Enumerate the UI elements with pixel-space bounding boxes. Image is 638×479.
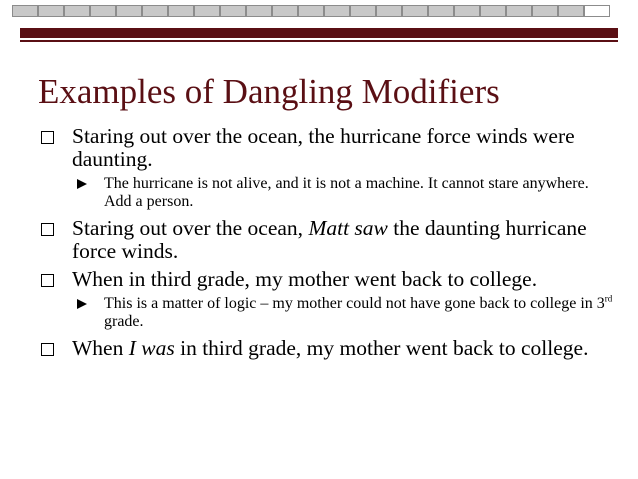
bullet-text: The hurricane is not alive, and it is not a machine. It cannot stare anywhere. Add a person.	[104, 175, 589, 210]
bullet-text-emphasis: Matt saw	[308, 216, 388, 240]
square-bullet-icon	[41, 223, 54, 236]
square-icon	[220, 5, 246, 17]
square-icon	[64, 5, 90, 17]
square-icon	[12, 5, 38, 17]
bullet-text: When in third grade, my mother went back to college.	[72, 267, 538, 291]
bullet-item	[38, 337, 613, 360]
header-rule-thin	[20, 40, 618, 42]
header-decoration	[0, 0, 638, 21]
square-icon	[90, 5, 116, 17]
square-icon	[454, 5, 480, 17]
bullet-text-post: in third grade, my mother went back to college.	[174, 336, 589, 360]
square-icon	[402, 5, 428, 17]
bullet-text-pre: When	[72, 336, 129, 360]
square-icon	[584, 5, 610, 17]
square-icon	[428, 5, 454, 17]
square-icon	[168, 5, 194, 17]
square-icon	[532, 5, 558, 17]
bullet-text: Staring out over the ocean, the hurricane force winds were daunting.	[72, 124, 575, 171]
square-icon	[376, 5, 402, 17]
slide-title: Examples of Dangling Modifiers	[38, 72, 500, 111]
bullet-text-superscript: rd	[604, 293, 613, 304]
bullet-text-emphasis: I was	[128, 336, 175, 360]
square-bullet-icon	[41, 131, 54, 144]
bullet-text	[104, 295, 612, 330]
square-icon	[350, 5, 376, 17]
triangle-bullet-icon	[77, 179, 87, 189]
square-icon	[194, 5, 220, 17]
slide-body	[38, 125, 613, 365]
bullet-text	[72, 216, 587, 263]
bullet-text-post: the daunting hurricane force winds.	[72, 216, 587, 263]
bullet-text-pre: Staring out over the ocean,	[72, 216, 309, 240]
bullet-text-post: grade.	[104, 313, 144, 330]
header-rule-thick	[20, 28, 618, 38]
square-icon	[116, 5, 142, 17]
square-icon	[324, 5, 350, 17]
triangle-bullet-icon	[77, 299, 87, 309]
square-icon	[142, 5, 168, 17]
square-bullet-icon	[41, 274, 54, 287]
decorative-squares	[12, 5, 610, 18]
square-icon	[506, 5, 532, 17]
square-bullet-icon	[41, 343, 54, 356]
square-icon	[272, 5, 298, 17]
bullet-text-pre: This is a matter of logic – my mother could not have gone back to college in 3	[104, 295, 605, 312]
bullet-item	[38, 268, 613, 291]
square-icon	[246, 5, 272, 17]
bullet-item	[38, 125, 613, 171]
bullet-text	[72, 336, 588, 360]
square-icon	[38, 5, 64, 17]
bullet-item	[38, 217, 613, 263]
square-icon	[480, 5, 506, 17]
square-icon	[558, 5, 584, 17]
square-icon	[298, 5, 324, 17]
sub-bullet-item	[38, 175, 613, 211]
sub-bullet-item	[38, 295, 613, 331]
